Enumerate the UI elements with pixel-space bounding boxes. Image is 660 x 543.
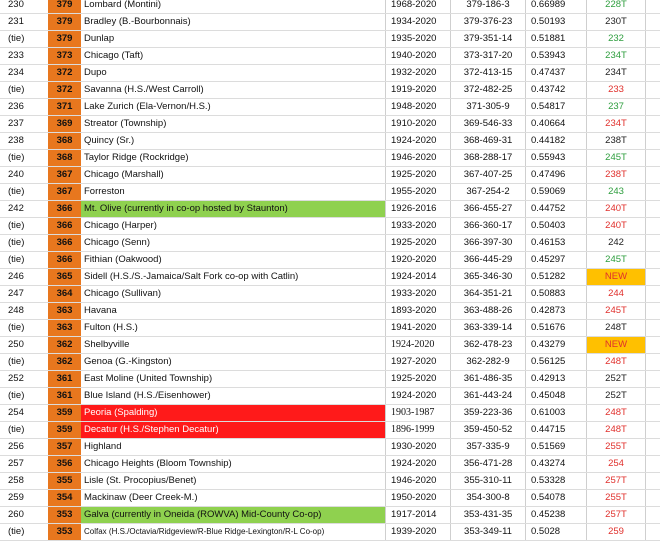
- record-cell: 353-431-35: [450, 507, 525, 523]
- record-cell: 366-397-30: [450, 235, 525, 251]
- pct-cell: 0.51676: [525, 320, 586, 336]
- years-cell: 1924-2020: [385, 456, 450, 472]
- pct-cell: 0.53943: [525, 48, 586, 64]
- record-cell: 356-471-28: [450, 456, 525, 472]
- years-cell: 1935-2020: [385, 31, 450, 47]
- record-cell: 353-349-11: [450, 524, 525, 540]
- table-row: [0, 184, 660, 201]
- record-cell: 379-376-23: [450, 14, 525, 30]
- rank-cell: (tie): [8, 33, 25, 44]
- last-rank-cell: 240T: [586, 201, 646, 217]
- school-cell: Sidell (H.S./S.-Jamaica/Salt Fork co-op with Catlin): [84, 271, 299, 282]
- rank-cell: (tie): [8, 390, 25, 401]
- years-cell: 1933-2020: [385, 218, 450, 234]
- table-row: [0, 31, 660, 48]
- wins-cell: 379: [48, 14, 81, 30]
- rank-cell: 254: [8, 407, 24, 418]
- last-rank-cell: 237: [586, 99, 646, 115]
- last-rank-cell: 233: [586, 82, 646, 98]
- wins-cell: 354: [48, 490, 81, 506]
- school-cell: Savanna (H.S./West Carroll): [84, 84, 204, 95]
- school-cell: Chicago (Harper): [84, 220, 157, 231]
- rank-cell: 256: [8, 441, 24, 452]
- wins-cell: 355: [48, 473, 81, 489]
- pct-cell: 0.43742: [525, 82, 586, 98]
- record-cell: 355-310-11: [450, 473, 525, 489]
- pct-cell: 0.47496: [525, 167, 586, 183]
- wins-cell: 362: [48, 337, 81, 353]
- rank-cell: (tie): [8, 356, 25, 367]
- pct-cell: 0.43274: [525, 456, 586, 472]
- years-cell: 1940-2020: [385, 48, 450, 64]
- school-cell: Taylor Ridge (Rockridge): [84, 152, 189, 163]
- school-cell: Dupo: [84, 67, 107, 78]
- last-rank-cell: 245T: [586, 303, 646, 319]
- record-cell: 368-469-31: [450, 133, 525, 149]
- wins-cell: 363: [48, 303, 81, 319]
- pct-cell: 0.43279: [525, 337, 586, 353]
- pct-cell: 0.54078: [525, 490, 586, 506]
- wins-cell: 366: [48, 252, 81, 268]
- rank-cell: 260: [8, 509, 24, 520]
- school-cell: Forreston: [84, 186, 125, 197]
- last-rank-cell: 243: [586, 184, 646, 200]
- record-cell: 364-351-21: [450, 286, 525, 302]
- pct-cell: 0.66989: [525, 0, 586, 13]
- pct-cell: 0.50883: [525, 286, 586, 302]
- years-cell: 1925-2020: [385, 167, 450, 183]
- record-cell: 359-223-36: [450, 405, 525, 421]
- table-row: [0, 354, 660, 371]
- school-cell: Bradley (B.-Bourbonnais): [84, 16, 191, 27]
- rank-cell: 236: [8, 101, 24, 112]
- table-row: [0, 201, 660, 218]
- wins-cell: 367: [48, 184, 81, 200]
- table-row: [0, 14, 660, 31]
- last-rank-cell: 255T: [586, 490, 646, 506]
- rank-cell: 240: [8, 169, 24, 180]
- last-rank-cell: NEW: [586, 337, 646, 353]
- years-cell: 1934-2020: [385, 14, 450, 30]
- years-cell: 1924-2020: [385, 133, 450, 149]
- wins-cell: 356: [48, 456, 81, 472]
- wins-cell: 357: [48, 439, 81, 455]
- table-row: [0, 490, 660, 507]
- last-rank-cell: 257T: [586, 507, 646, 523]
- table-row: [0, 65, 660, 82]
- school-cell: Colfax (H.S./Octavia/Ridgeview/R-Blue Ridge-Lexington/R-L Co-op): [84, 527, 325, 536]
- pct-cell: 0.56125: [525, 354, 586, 370]
- pct-cell: 0.42913: [525, 371, 586, 387]
- table-row: [0, 218, 660, 235]
- school-cell: Shelbyville: [84, 339, 130, 350]
- years-cell: 1903-1987: [385, 405, 450, 421]
- record-cell: 367-254-2: [450, 184, 525, 200]
- rank-cell: 257: [8, 458, 24, 469]
- table-row: [0, 405, 660, 422]
- rank-cell: 252: [8, 373, 24, 384]
- school-cell: Genoa (G.-Kingston): [84, 356, 172, 367]
- school-cell: Peoria (Spalding): [81, 405, 385, 421]
- school-cell: Mackinaw (Deer Creek-M.): [84, 492, 198, 503]
- years-cell: 1955-2020: [385, 184, 450, 200]
- last-rank-cell: 234T: [586, 65, 646, 81]
- school-cell: Highland: [84, 441, 122, 452]
- years-cell: 1924-2014: [385, 269, 450, 285]
- table-row: [0, 116, 660, 133]
- school-cell: East Moline (United Township): [84, 373, 213, 384]
- table-row: [0, 371, 660, 388]
- record-cell: 363-488-26: [450, 303, 525, 319]
- pct-cell: 0.55943: [525, 150, 586, 166]
- record-cell: 369-546-33: [450, 116, 525, 132]
- wins-cell: 353: [48, 507, 81, 523]
- pct-cell: 0.46153: [525, 235, 586, 251]
- wins-cell: 366: [48, 235, 81, 251]
- school-cell: Fulton (H.S.): [84, 322, 138, 333]
- pct-cell: 0.54817: [525, 99, 586, 115]
- wins-cell: 353: [48, 524, 81, 540]
- pct-cell: 0.45297: [525, 252, 586, 268]
- years-cell: 1920-2020: [385, 252, 450, 268]
- record-cell: 362-282-9: [450, 354, 525, 370]
- years-cell: 1893-2020: [385, 303, 450, 319]
- last-rank-cell: 255T: [586, 439, 646, 455]
- years-cell: 1919-2020: [385, 82, 450, 98]
- pct-cell: 0.50403: [525, 218, 586, 234]
- table-row: [0, 286, 660, 303]
- pct-cell: 0.44182: [525, 133, 586, 149]
- record-cell: 361-443-24: [450, 388, 525, 404]
- years-cell: 1946-2020: [385, 150, 450, 166]
- wins-cell: 368: [48, 150, 81, 166]
- last-rank-cell: 240T: [586, 218, 646, 234]
- last-rank-cell: 244: [586, 286, 646, 302]
- table-row: [0, 320, 660, 337]
- rank-cell: 237: [8, 118, 24, 129]
- pct-cell: 0.50193: [525, 14, 586, 30]
- last-rank-cell: 245T: [586, 252, 646, 268]
- years-cell: 1896-1999: [385, 422, 450, 438]
- record-cell: 354-300-8: [450, 490, 525, 506]
- pct-cell: 0.61003: [525, 405, 586, 421]
- table-row: [0, 303, 660, 320]
- table-row: [0, 473, 660, 490]
- rank-cell: (tie): [8, 84, 25, 95]
- wins-cell: 372: [48, 65, 81, 81]
- last-rank-cell: NEW: [586, 269, 646, 285]
- school-cell: Havana: [84, 305, 117, 316]
- record-cell: 379-186-3: [450, 0, 525, 13]
- pct-cell: 0.59069: [525, 184, 586, 200]
- record-cell: 371-305-9: [450, 99, 525, 115]
- wins-cell: 373: [48, 48, 81, 64]
- school-cell: Galva (currently in Oneida (ROWVA) Mid-County Co-op): [81, 507, 385, 523]
- wins-cell: 379: [48, 0, 81, 13]
- table-row: [0, 48, 660, 65]
- table-row: [0, 388, 660, 405]
- rank-cell: (tie): [8, 526, 25, 537]
- table-row: [0, 150, 660, 167]
- rank-cell: 247: [8, 288, 24, 299]
- wins-cell: 372: [48, 82, 81, 98]
- last-rank-cell: 234T: [586, 48, 646, 64]
- wins-cell: 371: [48, 99, 81, 115]
- table-row: [0, 439, 660, 456]
- record-cell: 362-478-23: [450, 337, 525, 353]
- last-rank-cell: 254: [586, 456, 646, 472]
- years-cell: 1925-2020: [385, 371, 450, 387]
- pct-cell: 0.45238: [525, 507, 586, 523]
- last-rank-cell: 248T: [586, 320, 646, 336]
- table-row: [0, 167, 660, 184]
- last-rank-cell: 234T: [586, 116, 646, 132]
- years-cell: 1932-2020: [385, 65, 450, 81]
- years-cell: 1950-2020: [385, 490, 450, 506]
- school-cell: Chicago (Sullivan): [84, 288, 162, 299]
- wins-cell: 379: [48, 31, 81, 47]
- last-rank-cell: 259: [586, 524, 646, 540]
- school-cell: Lombard (Montini): [84, 0, 162, 10]
- rank-cell: (tie): [8, 424, 25, 435]
- school-cell: Decatur (H.S./Stephen Decatur): [81, 422, 385, 438]
- record-cell: 367-407-25: [450, 167, 525, 183]
- rank-cell: (tie): [8, 220, 25, 231]
- wins-cell: 366: [48, 201, 81, 217]
- rank-cell: (tie): [8, 186, 25, 197]
- last-rank-cell: 238T: [586, 167, 646, 183]
- last-rank-cell: 245T: [586, 150, 646, 166]
- years-cell: 1927-2020: [385, 354, 450, 370]
- years-cell: 1910-2020: [385, 116, 450, 132]
- school-cell: Streator (Township): [84, 118, 167, 129]
- rank-cell: 258: [8, 475, 24, 486]
- rank-cell: (tie): [8, 322, 25, 333]
- pct-cell: 0.40664: [525, 116, 586, 132]
- years-cell: 1933-2020: [385, 286, 450, 302]
- table-row: [0, 456, 660, 473]
- table-row: [0, 269, 660, 286]
- years-cell: 1968-2020: [385, 0, 450, 13]
- last-rank-cell: 232: [586, 31, 646, 47]
- rank-cell: (tie): [8, 152, 25, 163]
- rank-cell: 233: [8, 50, 24, 61]
- table-row: [0, 252, 660, 269]
- pct-cell: 0.42873: [525, 303, 586, 319]
- pct-cell: 0.47437: [525, 65, 586, 81]
- last-rank-cell: 252T: [586, 388, 646, 404]
- table-row: [0, 0, 660, 14]
- table-row: [0, 82, 660, 99]
- record-cell: 373-317-20: [450, 48, 525, 64]
- pct-cell: 0.51569: [525, 439, 586, 455]
- wins-cell: 367: [48, 167, 81, 183]
- years-cell: 1917-2014: [385, 507, 450, 523]
- pct-cell: 0.44715: [525, 422, 586, 438]
- years-cell: 1941-2020: [385, 320, 450, 336]
- pct-cell: 0.45048: [525, 388, 586, 404]
- school-cell: Quincy (Sr.): [84, 135, 135, 146]
- years-cell: 1924-2020: [385, 337, 450, 353]
- pct-cell: 0.51881: [525, 31, 586, 47]
- rank-cell: 234: [8, 67, 24, 78]
- years-cell: 1939-2020: [385, 524, 450, 540]
- table-row: [0, 422, 660, 439]
- record-cell: 368-288-17: [450, 150, 525, 166]
- record-cell: 366-455-27: [450, 201, 525, 217]
- record-cell: 361-486-35: [450, 371, 525, 387]
- wins-cell: 363: [48, 320, 81, 336]
- pct-cell: 0.44752: [525, 201, 586, 217]
- record-cell: 357-335-9: [450, 439, 525, 455]
- school-cell: Mt. Olive (currently in co-op hosted by Staunton): [81, 201, 385, 217]
- wins-cell: 359: [48, 422, 81, 438]
- school-cell: Chicago (Taft): [84, 50, 144, 61]
- rank-cell: 250: [8, 339, 24, 350]
- table-row: [0, 507, 660, 524]
- last-rank-cell: 238T: [586, 133, 646, 149]
- pct-cell: 0.51282: [525, 269, 586, 285]
- record-cell: 366-360-17: [450, 218, 525, 234]
- table-row: [0, 235, 660, 252]
- record-cell: 379-351-14: [450, 31, 525, 47]
- rank-cell: 242: [8, 203, 24, 214]
- rank-cell: 248: [8, 305, 24, 316]
- pct-cell: 0.5028: [525, 524, 586, 540]
- rank-cell: 231: [8, 16, 24, 27]
- last-rank-cell: 252T: [586, 371, 646, 387]
- pct-cell: 0.53328: [525, 473, 586, 489]
- wins-cell: 368: [48, 133, 81, 149]
- wins-cell: 366: [48, 218, 81, 234]
- wins-cell: 362: [48, 354, 81, 370]
- record-cell: 359-450-52: [450, 422, 525, 438]
- school-cell: Chicago (Marshall): [84, 169, 164, 180]
- record-cell: 365-346-30: [450, 269, 525, 285]
- years-cell: 1926-2016: [385, 201, 450, 217]
- school-cell: Lake Zurich (Ela-Vernon/H.S.): [84, 101, 211, 112]
- school-cell: Chicago Heights (Bloom Township): [84, 458, 232, 469]
- school-cell: Fithian (Oakwood): [84, 254, 162, 265]
- table-row: [0, 524, 660, 541]
- years-cell: 1924-2020: [385, 388, 450, 404]
- table-row: [0, 99, 660, 116]
- last-rank-cell: 242: [586, 235, 646, 251]
- wins-cell: 359: [48, 405, 81, 421]
- record-cell: 363-339-14: [450, 320, 525, 336]
- rank-cell: 246: [8, 271, 24, 282]
- last-rank-cell: 228T: [586, 0, 646, 13]
- last-rank-cell: 248T: [586, 422, 646, 438]
- table-row: [0, 337, 660, 354]
- school-cell: Dunlap: [84, 33, 115, 44]
- rank-cell: (tie): [8, 254, 25, 265]
- last-rank-cell: 248T: [586, 405, 646, 421]
- last-rank-cell: 230T: [586, 14, 646, 30]
- years-cell: 1925-2020: [385, 235, 450, 251]
- rank-cell: 230: [8, 0, 24, 10]
- rank-cell: 259: [8, 492, 24, 503]
- school-cell: Lisle (St. Procopius/Benet): [84, 475, 197, 486]
- wins-cell: 364: [48, 286, 81, 302]
- last-rank-cell: 248T: [586, 354, 646, 370]
- wins-cell: 361: [48, 388, 81, 404]
- last-rank-cell: 257T: [586, 473, 646, 489]
- table-row: [0, 133, 660, 150]
- wins-cell: 365: [48, 269, 81, 285]
- record-cell: 366-445-29: [450, 252, 525, 268]
- years-cell: 1930-2020: [385, 439, 450, 455]
- school-cell: Blue Island (H.S./Eisenhower): [84, 390, 211, 401]
- record-cell: 372-482-25: [450, 82, 525, 98]
- rank-cell: 238: [8, 135, 24, 146]
- record-cell: 372-413-15: [450, 65, 525, 81]
- wins-cell: 369: [48, 116, 81, 132]
- years-cell: 1946-2020: [385, 473, 450, 489]
- rank-cell: (tie): [8, 237, 25, 248]
- years-cell: 1948-2020: [385, 99, 450, 115]
- wins-cell: 361: [48, 371, 81, 387]
- school-cell: Chicago (Senn): [84, 237, 151, 248]
